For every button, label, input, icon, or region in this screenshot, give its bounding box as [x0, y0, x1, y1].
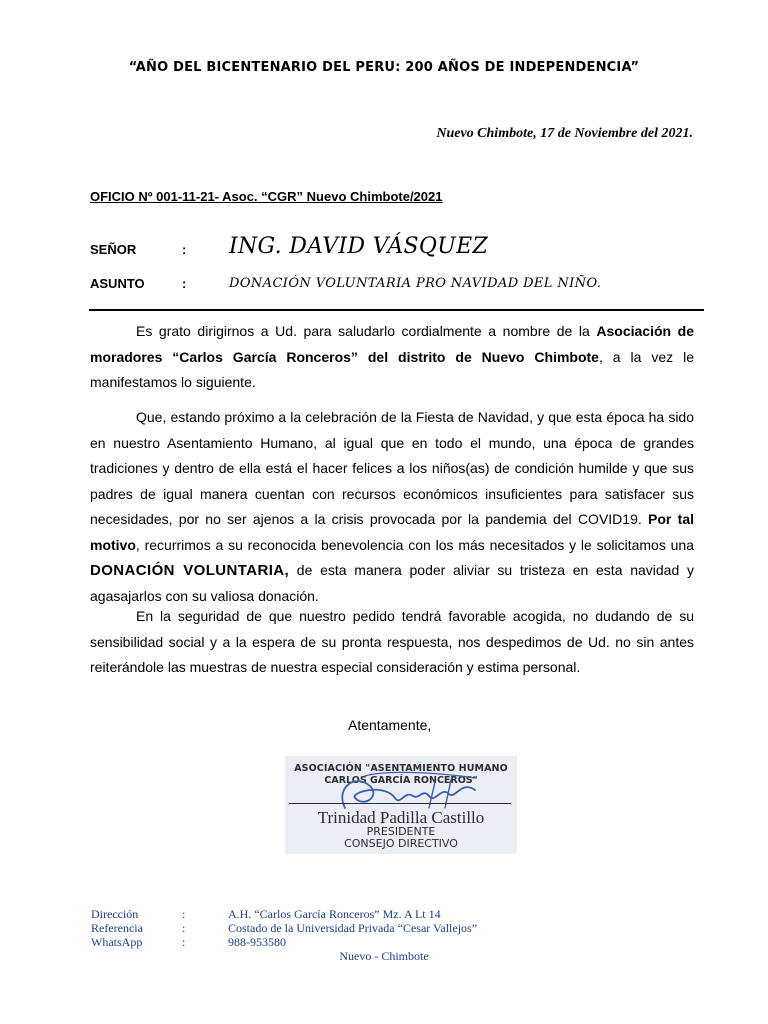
recipient-name: ING. DAVID VÁSQUEZ [229, 234, 489, 259]
closing-text: Atentamente, [348, 717, 432, 733]
signature-stamp [285, 756, 517, 854]
stamp-association-line: ASOCIACIÓN "ASENTAMIENTO HUMANO [294, 763, 508, 774]
paragraph-greeting: Es grato dirigirnos a Ud. para saludarlo cordialmente a nombre de la Asociación de moradores “Carlos García Ronceros” del distrito de Nuevo Chimbote, a la vez le manifestamos lo siguiente. [90, 323, 694, 390]
header-divider [89, 309, 704, 311]
subject-text: DONACIÓN VOLUNTARIA PRO NAVIDAD DEL NIÑO. [229, 276, 602, 291]
year-motto: “AÑO DEL BICENTENARIO DEL PERU: 200 AÑOS DE INDEPENDENCIA” [128, 60, 640, 75]
footer-reference-colon: : [182, 921, 186, 935]
asunto-colon: : [182, 276, 187, 291]
emphasis-donacion: DONACIÓN VOLUNTARIA, [90, 562, 290, 579]
footer-whatsapp-label: WhatsApp [91, 935, 143, 949]
footer-address-value: A.H. “Carlos García Ronceros” Mz. A Lt 14 [228, 907, 441, 921]
signatory-role: PRESIDENTE [366, 825, 436, 838]
footer-address-label: Dirección [91, 907, 139, 921]
asunto-label: ASUNTO [90, 276, 145, 291]
signatory-organization: CONSEJO DIRECTIVO [344, 837, 458, 850]
stamp-association-name: CARLOS GARCÍA RONCEROS" [324, 775, 478, 786]
emphasis-motivo: Por tal motivo [90, 511, 694, 553]
footer-address-colon: : [182, 907, 186, 921]
stamp-signature-line [289, 803, 511, 804]
senor-label: SEÑOR [90, 242, 137, 257]
signatory-name: Trinidad Padilla Castillo [317, 808, 485, 827]
association-name: Asociación de moradores “Carlos García Ronceros” del distrito de Nuevo Chimbote [90, 323, 694, 365]
oficio-reference: OFICIO Nº 001-11-21- Asoc. “CGR” Nuevo Chimbote/2021 [90, 189, 443, 204]
footer-whatsapp-value: 988-953580 [228, 935, 286, 949]
footer-whatsapp-colon: : [182, 935, 186, 949]
paragraph-request: Que, estando próximo a la celebración de la Fiesta de Navidad, y que esta época ha sido en nuestro Asentamiento Humano, al igual que en todo el mundo, una época de grandes tradiciones y dentro de ella está el hacer felices a los niños(as) de condición humilde y que sus padres de igual manera cuentan con recursos económicos insuficientes para satisfacer sus necesidades, por no ser ajenos a la crisis provocada por la pandemia del COVID19. Por tal motivo, recurrimos a su reconocida benevolencia con los más necesitados y le solicitamos una DONACIÓN VOLUNTARIA, de esta manera poder aliviar su tristeza en esta navidad y agasajarlos con su valiosa donación. [90, 409, 694, 604]
place-date: Nuevo Chimbote, 17 de Noviembre del 2021. [436, 126, 693, 141]
senor-colon: : [182, 242, 187, 257]
footer-reference-label: Referencia [91, 921, 143, 935]
footer-reference-value: Costado de la Universidad Privada “Cesar Vallejos” [228, 921, 478, 935]
footer-city: Nuevo - Chimbote [339, 949, 429, 963]
paragraph-farewell: En la seguridad de que nuestro pedido tendrá favorable acogida, no dudando de su sensibilidad social y a la espera de su pronta respuesta, nos despedimos de Ud. no sin antes reiterándole las muestras de nuestra especial consideración y estima personal. [90, 608, 694, 675]
